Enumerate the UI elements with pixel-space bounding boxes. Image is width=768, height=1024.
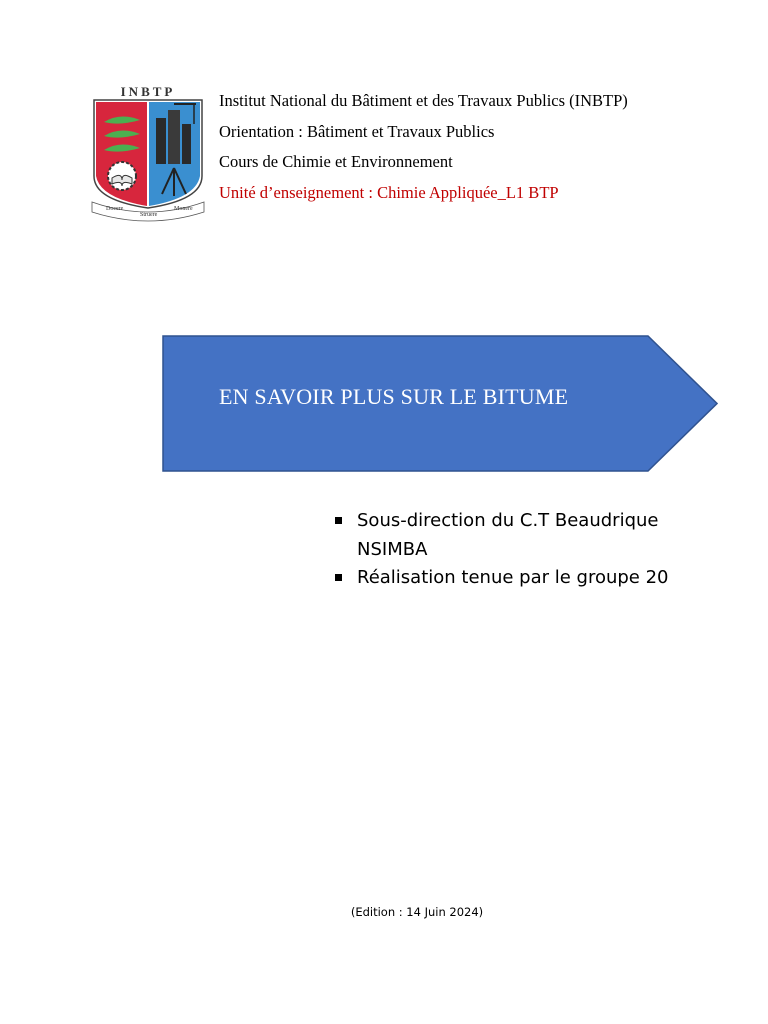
header-block: [219, 86, 628, 208]
edition-date: (Edition : 14 Juin 2024): [350, 905, 484, 919]
inbtp-crest-icon: [90, 84, 206, 222]
document-title: EN SAVOIR PLUS SUR LE BITUME: [219, 384, 569, 409]
title-banner: [162, 335, 718, 472]
course-line: Cours de Chimie et Environnement: [219, 152, 453, 171]
teaching-unit-line: Unité d’enseignement : Chimie Appliquée_L1 BTP: [219, 182, 559, 202]
square-bullet-icon: [335, 517, 342, 524]
square-bullet-icon: [335, 574, 342, 581]
credits-list: [333, 507, 673, 593]
credit-supervision: Sous-direction du C.T Beaudrique NSIMBA: [357, 510, 659, 560]
list-item: [333, 564, 673, 593]
credit-group: Réalisation tenue par le groupe 20: [357, 567, 669, 588]
inbtp-logo: [90, 84, 206, 222]
logo-motto-3: Monere: [174, 206, 193, 212]
list-item: [333, 507, 673, 564]
institute-name: Institut National du Bâtiment et des Travaux Publics (INBTP): [219, 91, 628, 110]
orientation-line: Orientation : Bâtiment et Travaux Publics: [219, 121, 495, 141]
logo-motto-2: Struere: [140, 212, 158, 218]
svg-text:INBTP: INBTP: [120, 84, 176, 99]
logo-motto-1: Docere: [106, 206, 124, 212]
